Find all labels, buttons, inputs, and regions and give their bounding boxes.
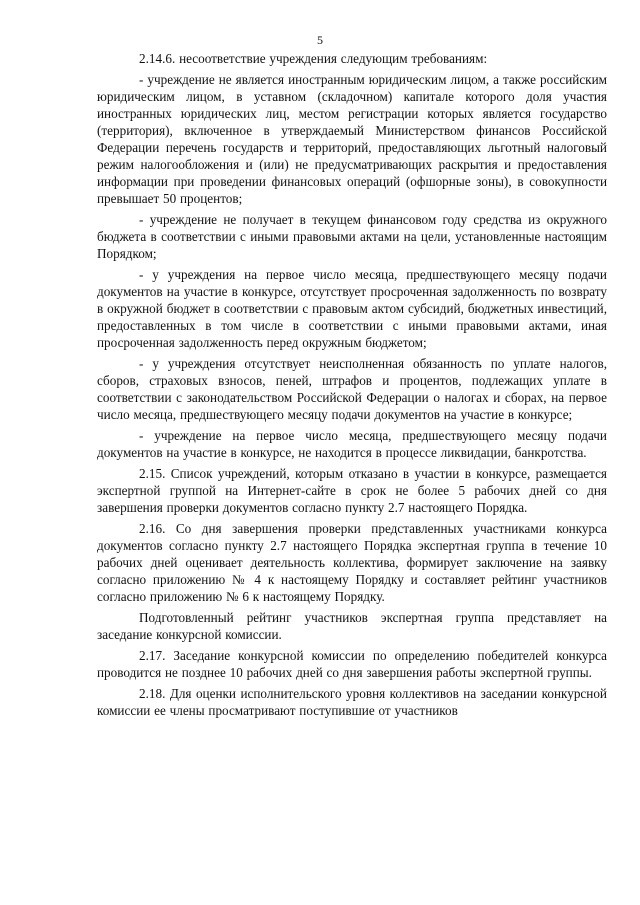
paragraph-requirement-foreign-entity: - учреждение не является иностранным юридическим лицом, а также российским юридическим лицом, в уставном (складочном) капитале которого доля участия иностранных юридических лиц, местом регистрации которых является государство (территория), включенное в утверждаемый Министерством финансов Российской Федерации перечень государств и территорий, предоставляющих льготный налоговый режим налогообложения и (или) не предусматривающих раскрытия и предоставления информации при проведении финансовых операций (офшорные зоны), в совокупности превышает 50 процентов; [97, 72, 607, 206]
paragraph-requirement-no-tax-obligations: - у учреждения отсутствует неисполненная обязанность по уплате налогов, сборов, страховых взносов, пеней, штрафов и процентов, подлежащих уплате в соответствии с законодательством Российской Федерации о налогах и сборах, на первое число месяца, предшествующего месяцу подачи документов на участие в конкурсе; [97, 356, 607, 422]
page-number: 5 [317, 33, 323, 47]
paragraph-2-15: 2.15. Список учреждений, которым отказано в участии в конкурсе, размещается экспертной группой на Интернет-сайте в срок не более 5 рабочих дней со дня завершения проверки документов согласно пункту 2.7 настоящего Порядка. [97, 466, 607, 515]
document-body [97, 50, 607, 723]
paragraph-2-18: 2.18. Для оценки исполнительского уровня коллективов на заседании конкурсной комиссии ее члены просматривают поступившие от участников [97, 686, 607, 718]
paragraph-2-16: 2.16. Со дня завершения проверки представленных участниками конкурса документов согласно пункту 2.7 настоящего Порядка экспертная группа в течение 10 рабочих дней оценивает деятельность коллектива, формирует заключение на заявку согласно приложению № 4 к настоящему Порядку и составляет рейтинг участников согласно приложению № 6 к настоящему Порядку. [97, 521, 607, 604]
paragraph-requirement-no-other-funds: - учреждение не получает в текущем финансовом году средства из окружного бюджета в соответствии с иными правовыми актами на цели, установленные настоящим Порядком; [97, 212, 607, 261]
paragraph-2-17: 2.17. Заседание конкурсной комиссии по определению победителей конкурса проводится не позднее 10 рабочих дней со дня завершения работы экспертной группы. [97, 648, 607, 680]
paragraph-requirement-no-overdue-debt: - у учреждения на первое число месяца, предшествующего месяцу подачи документов на участие в конкурсе, отсутствует просроченная задолженность по возврату в окружной бюджет в соответствии с правовым актом субсидий, бюджетных инвестиций, предоставленных в том числе в соответствии с иными правовыми актами, иная просроченная задолженность перед окружным бюджетом; [97, 267, 607, 350]
paragraph-rating-submission: Подготовленный рейтинг участников экспертная группа представляет на заседание конкурсной комиссии. [97, 610, 607, 642]
paragraph-requirement-no-liquidation: - учреждение на первое число месяца, предшествующего месяцу подачи документов на участие в конкурсе, не находится в процессе ликвидации, банкротства. [97, 428, 607, 460]
paragraph-2-14-6: 2.14.6. несоответствие учреждения следующим требованиям: [139, 51, 488, 66]
